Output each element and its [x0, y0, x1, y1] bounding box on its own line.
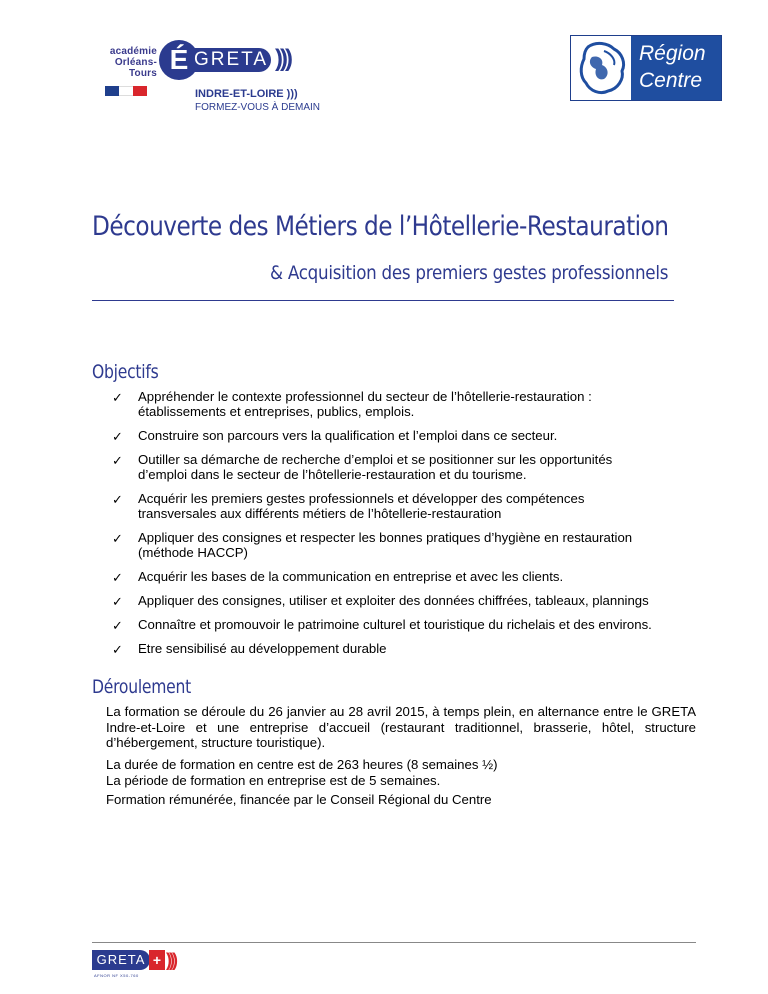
objectif-line: Etre sensibilisé au développement durable: [138, 641, 387, 656]
page-subtitle: & Acquisition des premiers gestes professionnels: [270, 262, 669, 284]
objectif-line: Acquérir les bases de la communication en entreprise et avec les clients.: [138, 569, 564, 584]
academie-e-logo: É: [159, 40, 199, 80]
objectif-item: [112, 593, 692, 608]
academie-line: Orléans-Tours: [114, 57, 157, 79]
check-icon: ✓: [112, 390, 123, 405]
check-icon: ✓: [112, 531, 123, 546]
greta-chevrons-icon: ))): [275, 45, 290, 72]
academie-label: [95, 46, 157, 79]
objectif-item: [112, 389, 692, 419]
footer-divider: [92, 942, 696, 943]
deroulement-paragraph-dates: La formation se déroule du 26 janvier au 28 avril 2015, à temps plein, en alternance entre le GRETA Indre-et-Loire et une entreprise d’accueil (restaurant traditionnel, brasserie, hôtel, structure d’hébergement, structure touristique).: [106, 704, 696, 750]
greta-plus-logo: [92, 950, 192, 985]
duration-centre: La durée de formation en centre est de 263 heures (8 semaines ½): [106, 757, 498, 772]
region-centre-logo: [570, 35, 722, 101]
academie-line: académie: [109, 46, 157, 57]
region-centre-wordmark: [631, 36, 721, 100]
objectif-line: établissements et entreprises, publics, emplois.: [138, 404, 415, 419]
check-icon: ✓: [112, 429, 123, 444]
objectif-line: d’emploi dans le secteur de l’hôtellerie-restauration et du tourisme.: [138, 467, 527, 482]
check-icon: ✓: [112, 570, 123, 585]
greta-plus-chevrons-icon: ))): [166, 950, 175, 970]
plus-icon: +: [149, 950, 165, 970]
objectif-item: [112, 428, 692, 443]
objectif-line: Connaître et promouvoir le patrimoine culturel et touristique du richelais et des environs.: [138, 617, 652, 632]
objectif-item: [112, 617, 692, 632]
objectif-item: [112, 491, 692, 521]
check-icon: ✓: [112, 453, 123, 468]
check-icon: ✓: [112, 642, 123, 657]
check-icon: ✓: [112, 492, 123, 507]
objectif-line: (méthode HACCP): [138, 545, 248, 560]
objectif-line: transversales aux différents métiers de l’hôtellerie-restauration: [138, 506, 502, 521]
objectifs-heading: Objectifs: [92, 361, 159, 383]
check-icon: ✓: [112, 594, 123, 609]
region-line: Centre: [639, 69, 703, 92]
greta-plus-wordmark: GRETA: [92, 950, 150, 970]
objectifs-list: [112, 389, 692, 665]
region-line: Région: [639, 42, 706, 65]
deroulement-heading: Déroulement: [92, 676, 192, 698]
objectif-line: Appréhender le contexte professionnel du secteur de l’hôtellerie-restauration :: [138, 389, 592, 404]
duration-entreprise: La période de formation en entreprise est de 5 semaines.: [106, 772, 441, 788]
region-map-icon: [574, 39, 630, 97]
objectif-item: [112, 569, 692, 584]
check-icon: ✓: [112, 618, 123, 633]
objectif-item: [112, 530, 692, 560]
greta-tagline: FORMEZ-VOUS À DEMAIN: [195, 102, 321, 113]
page-title: Découverte des Métiers de l’Hôtellerie-Restauration: [92, 211, 669, 242]
title-divider: [92, 300, 674, 301]
greta-academie-logo: [95, 40, 325, 115]
objectif-line: Appliquer des consignes et respecter les bonnes pratiques d’hygiène en restauration: [138, 530, 633, 545]
objectif-line: Appliquer des consignes, utiliser et exploiter des données chiffrées, tableaux, plannings: [138, 593, 649, 608]
republique-francaise-flag-icon: [105, 86, 147, 96]
afnor-caption: AFNOR NF X50-760: [94, 973, 139, 978]
deroulement-paragraph-duration: [106, 757, 696, 788]
objectif-item: [112, 641, 692, 656]
greta-location: INDRE-ET-LOIRE ))): [195, 88, 298, 100]
deroulement-paragraph-funding: Formation rémunérée, financée par le Conseil Régional du Centre: [106, 792, 492, 807]
objectif-item: [112, 452, 692, 482]
objectif-line: Acquérir les premiers gestes professionnels et développer des compétences: [138, 491, 585, 506]
objectif-line: Construire son parcours vers la qualification et l’emploi dans ce secteur.: [138, 428, 558, 443]
greta-wordmark: GRETA: [191, 48, 271, 72]
objectif-line: Outiller sa démarche de recherche d’emploi et se positionner sur les opportunités: [138, 452, 613, 467]
